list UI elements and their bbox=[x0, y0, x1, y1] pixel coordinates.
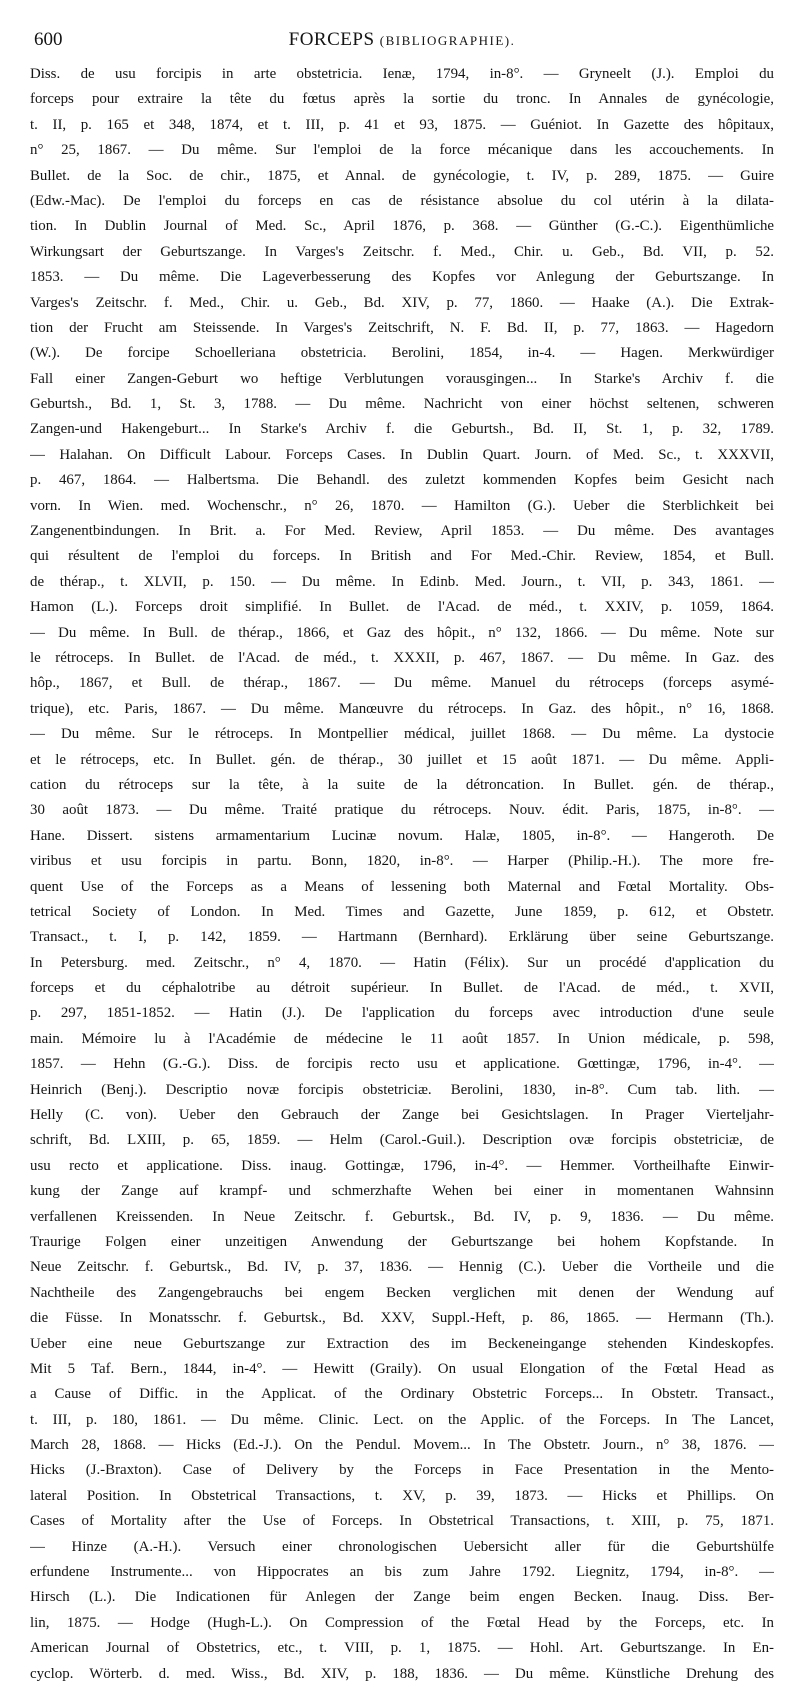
text-line: n° 25, 1867. — Du même. Sur l'emploi de la force mécanique dans les accouchements. In bbox=[30, 142, 774, 159]
text-line: hôp., 1867, et Bull. de thérap., 1867. — Du même. Manuel du rétroceps (forceps asymé- bbox=[30, 675, 774, 692]
text-line: — Hinze (A.-H.). Versuch einer chronologischen Uebersicht aller für die Geburtshülfe bbox=[30, 1538, 774, 1555]
text-line: Transact., t. I, p. 142, 1859. — Hartmann (Bernhard). Erklärung über seine Geburtszange. bbox=[30, 929, 774, 946]
text-line: 30 août 1873. — Du même. Traité pratique du rétroceps. Nouv. édit. Paris, 1875, in-8°. — bbox=[30, 802, 774, 819]
text-line: — Halahan. On Difficult Labour. Forceps Cases. In Dublin Quart. Journ. of Med. Sc., t. XXXVII, bbox=[30, 446, 774, 463]
text-line: le rétroceps. In Bullet. de l'Acad. de méd., t. XXXII, p. 467, 1867. — Du même. In Gaz. des bbox=[30, 649, 774, 666]
text-line: Diss. de usu forcipis in arte obstetricia. Ienæ, 1794, in-8°. — Gryneelt (J.). Emploi du bbox=[30, 66, 774, 82]
text-line: (W.). De forcipe Schoelleriana obstetricia. Berolini, 1854, in-4. — Hagen. Merkwürdiger bbox=[30, 345, 774, 362]
text-line: tion. In Dublin Journal of Med. Sc., April 1876, p. 368. — Günther (G.-C.). Eigenthümliche bbox=[30, 218, 774, 235]
text-line: Hirsch (L.). Die Indicationen für Anlegen der Zange beim engen Becken. Inaug. Diss. Ber- bbox=[30, 1589, 774, 1606]
text-line: Wirkungsart der Geburtszange. In Varges's Zeitschr. f. Med., Chir. u. Geb., Bd. VII, p. 52. bbox=[30, 243, 774, 260]
document-page bbox=[30, 20, 774, 1682]
text-line: lateral Position. In Obstetrical Transactions, t. XV, p. 39, 1873. — Hicks et Phillips. On bbox=[30, 1487, 774, 1504]
text-line: — Du même. Sur le rétroceps. In Montpellier médical, juillet 1868. — Du même. La dystocie bbox=[30, 726, 774, 743]
text-line: erfundene Instrumente... von Hippocrates an bis zum Jahre 1792. Liegnitz, 1794, in-8°. — bbox=[30, 1564, 774, 1581]
text-line: — Du même. In Bull. de thérap., 1866, et Gaz des hôpit., n° 132, 1866. — Du même. Note sur bbox=[30, 624, 774, 641]
text-line: die Füsse. In Monatsschr. f. Geburtsk., Bd. XXV, Suppl.-Heft, p. 86, 1865. — Hermann (Th.). bbox=[30, 1310, 774, 1327]
text-line: Helly (C. von). Ueber den Gebrauch der Zange bei Gesichtslagen. In Prager Vierteljahr- bbox=[30, 1107, 774, 1124]
text-line: Traurige Folgen einer unzeitigen Anwendung der Geburtszange bei hohem Kopfstande. In bbox=[30, 1233, 774, 1250]
text-line: Cases of Mortality after the Use of Forceps. In Obstetrical Transactions, t. XIII, p. 75, 1871. bbox=[30, 1513, 774, 1530]
text-line: Heinrich (Benj.). Descriptio novæ forcipis obstetriciæ. Berolini, 1830, in-8°. Cum tab. lith. — bbox=[30, 1081, 774, 1098]
text-line: main. Mémoire lu à l'Académie de médecine le 11 août 1857. In Union médicale, p. 598, bbox=[30, 1030, 774, 1047]
text-line: t. III, p. 180, 1861. — Du même. Clinic. Lect. on the Applic. of the Forceps. In The Lancet, bbox=[30, 1411, 774, 1428]
text-line: 1853. — Du même. Die Lageverbesserung des Kopfes vor Anlegung der Geburtszange. In bbox=[30, 269, 774, 286]
header-title: FORCEPS bbox=[288, 29, 375, 50]
text-line: Hamon (L.). Forceps droit simplifié. In Bullet. de l'Acad. de méd., t. XXIV, p. 1059, 1864. bbox=[30, 599, 774, 616]
text-line: verfallenen Kreissenden. In Neue Zeitschr. f. Geburtsk., Bd. IV, p. 9, 1836. — Du même. bbox=[30, 1208, 774, 1225]
text-line: kung der Zange auf krampf- und schmerzhafte Wehen bei einer in momentanen Wahnsinn bbox=[30, 1183, 774, 1200]
text-line: vorn. In Wien. med. Wochenschr., n° 26, 1870. — Hamilton (G.). Ueber die Sterblichkeit bei bbox=[30, 497, 774, 514]
text-line: Geburtsh., Bd. 1, St. 3, 1788. — Du même. Nachricht von einer höchst seltenen, schweren bbox=[30, 396, 774, 413]
text-line: tion der Frucht am Steissende. In Varges's Zeitschrift, N. F. Bd. II, p. 77, 1863. — Hagedorn bbox=[30, 319, 774, 336]
running-title bbox=[30, 20, 774, 61]
text-line: trique), etc. Paris, 1867. — Du même. Manœuvre du rétroceps. In Gaz. des hôpit., n° 16, 1868. bbox=[30, 700, 774, 717]
text-line: tetrical Society of London. In Med. Times and Gazette, June 1859, p. 612, et Obstetr. bbox=[30, 903, 774, 920]
text-line: 1857. — Hehn (G.-G.). Diss. de forcipis recto usu et applicatione. Gœttingæ, 1796, in-4°. — bbox=[30, 1056, 774, 1073]
text-line: In Petersburg. med. Zeitschr., n° 4, 1870. — Hatin (Félix). Sur un procédé d'application du bbox=[30, 954, 774, 971]
text-line: p. 297, 1851-1852. — Hatin (J.). De l'application du forceps avec introduction d'une seule bbox=[30, 1005, 774, 1022]
text-line: Mit 5 Taf. Bern., 1844, in-4°. — Hewitt (Graily). On usual Elongation of the Fœtal Head as bbox=[30, 1360, 774, 1377]
text-line: Hicks (J.-Braxton). Case of Delivery by the Forceps in Face Presentation in the Mento- bbox=[30, 1462, 774, 1479]
page-header bbox=[30, 20, 774, 60]
text-line: Zangenentbindungen. In Brit. a. For Med. Review, April 1853. — Du même. Des avantages bbox=[30, 523, 774, 540]
text-line: (Edw.-Mac). De l'emploi du forceps en cas de résistance absolue du col utérin à la dilata- bbox=[30, 192, 774, 209]
text-line: March 28, 1868. — Hicks (Ed.-J.). On the Pendul. Movem... In The Obstetr. Journ., n° 38, 1876. — bbox=[30, 1437, 774, 1454]
text-line: p. 467, 1864. — Halbertsma. Die Behandl. des zuletzt kommenden Kopfes beim Gesicht nach bbox=[30, 472, 774, 489]
text-line: lin, 1875. — Hodge (Hugh-L.). On Compression of the Fœtal Head by the Forceps, etc. In bbox=[30, 1614, 774, 1631]
text-line: et le rétroceps, etc. In Bullet. gén. de thérap., 30 juillet et 15 août 1871. — Du même. Appli- bbox=[30, 751, 774, 768]
text-line: t. II, p. 165 et 348, 1874, et t. III, p. 41 et 93, 1875. — Guéniot. In Gazette des hôpitaux, bbox=[30, 116, 774, 133]
text-line: Bullet. de la Soc. de chir., 1875, et Annal. de gynécologie, t. IV, p. 289, 1875. — Guire bbox=[30, 167, 774, 184]
text-line: cation du rétroceps sur la tête, à la suite de la détroncation. In Bullet. gén. de thérap., bbox=[30, 776, 774, 793]
text-line: a Cause of Diffic. in the Applicat. of the Ordinary Obstetric Forceps... In Obstetr. Transact., bbox=[30, 1386, 774, 1403]
text-line: forceps et du céphalotribe au détroit supérieur. In Bullet. de l'Acad. de méd., t. XVII, bbox=[30, 980, 774, 997]
header-section: (BIBLIOGRAPHIE). bbox=[379, 33, 516, 48]
text-line: Nachtheile des Zangengebrauchs bei engem Becken verglichen mit denen der Wendung auf bbox=[30, 1284, 774, 1301]
text-line: de thérap., t. XLVII, p. 150. — Du même. In Edinb. Med. Journ., t. VII, p. 343, 1861. — bbox=[30, 573, 774, 590]
text-line: forceps pour extraire la tête du fœtus après la sortie du tronc. In Annales de gynécologie, bbox=[30, 91, 774, 108]
text-line: Neue Zeitschr. f. Geburtsk., Bd. IV, p. 37, 1836. — Hennig (C.). Ueber die Vortheile und die bbox=[30, 1259, 774, 1276]
page-number: 600 bbox=[34, 29, 63, 50]
text-line: qui résultent de l'emploi du forceps. In British and For Med.-Chir. Review, 1854, et Bull. bbox=[30, 548, 774, 565]
text-line: quent Use of the Forceps as a Means of lessening both Maternal and Fœtal Mortality. Obs- bbox=[30, 878, 774, 895]
text-line: Ueber eine neue Geburtszange zur Extraction des im Beckeneingange stehenden Kindeskopfes. bbox=[30, 1335, 774, 1352]
text-line: Zangen-und Hakengeburt... In Starke's Archiv f. die Geburtsh., Bd. II, St. 1, p. 32, 1789. bbox=[30, 421, 774, 438]
bibliography-text bbox=[30, 62, 774, 1687]
text-line: schrift, Bd. LXIII, p. 65, 1859. — Helm (Carol.-Guil.). Description ovæ forcipis obstetriciæ, de bbox=[30, 1132, 774, 1149]
text-line: usu recto et applicatione. Diss. inaug. Gottingæ, 1796, in-4°. — Hemmer. Vortheilhafte Einwir- bbox=[30, 1157, 774, 1174]
text-line: cyclop. Wörterb. d. med. Wiss., Bd. XIV, p. 188, 1836. — Du même. Künstliche Drehung des bbox=[30, 1665, 774, 1682]
text-line: Varges's Zeitschr. f. Med., Chir. u. Geb., Bd. XIV, p. 77, 1860. — Haake (A.). Die Extrak- bbox=[30, 294, 774, 311]
text-line: viribus et usu forcipis in partu. Bonn, 1820, in-8°. — Harper (Philip.-H.). The more fre- bbox=[30, 853, 774, 870]
text-line: Fall einer Zangen-Geburt wo heftige Verblutungen vorausgingen... In Starke's Archiv f. die bbox=[30, 370, 774, 387]
text-line: Hane. Dissert. sistens armamentarium Lucinæ novum. Halæ, 1805, in-8°. — Hangeroth. De bbox=[30, 827, 774, 844]
text-line: American Journal of Obstetrics, etc., t. VIII, p. 1, 1875. — Hohl. Art. Geburtszange. In En- bbox=[30, 1640, 774, 1657]
